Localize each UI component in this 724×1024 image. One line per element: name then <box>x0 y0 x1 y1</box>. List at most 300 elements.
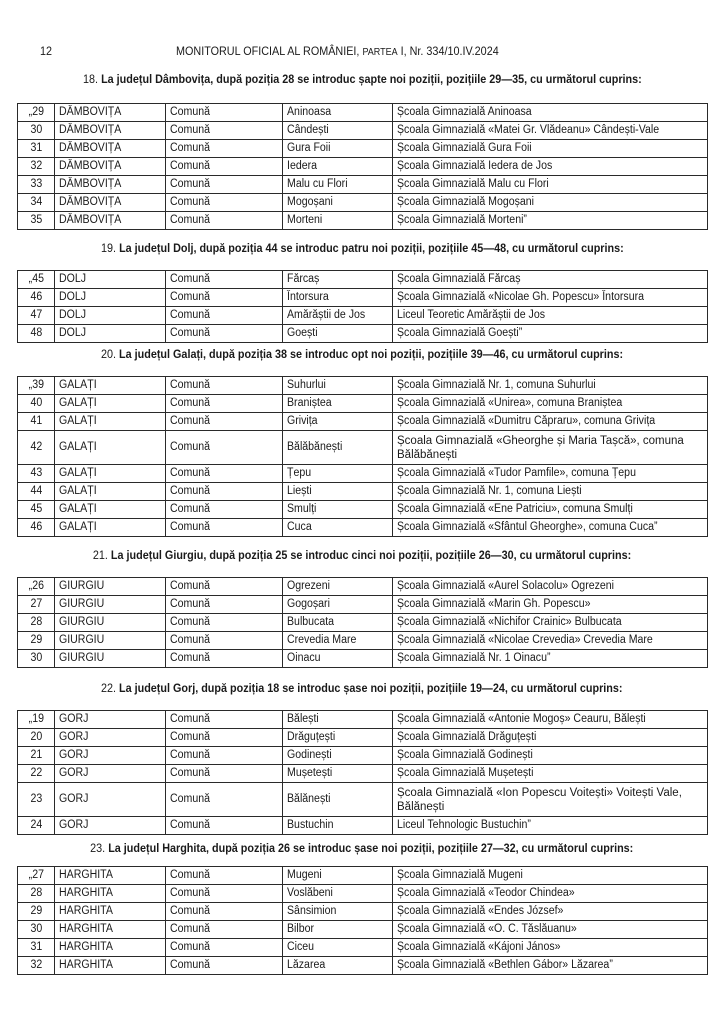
cell-text: Bulbucata <box>287 616 335 628</box>
school-name-cell <box>393 632 708 650</box>
cell-text: Școala Gimnazială «Nicolae Crevedia» Crevedia Mare <box>397 634 653 646</box>
position-number-cell <box>18 711 55 729</box>
cell-text: Comună <box>170 503 210 515</box>
locality-cell <box>283 614 393 632</box>
county-cell <box>55 413 166 431</box>
school-name-cell <box>393 465 708 483</box>
section-heading <box>0 548 724 562</box>
section-heading-text: La județul Dâmbovița, după poziția 28 se introduc șapte noi poziții, pozițiile 29—35, cu următorul cuprins: <box>100 72 642 86</box>
locality-cell <box>283 289 393 307</box>
position-number-cell <box>18 783 55 817</box>
county-cell <box>55 765 166 783</box>
position-number-cell <box>18 307 55 325</box>
position-number-cell <box>18 413 55 431</box>
cell-text: Țepu <box>287 467 312 479</box>
cell-text: 31 <box>30 142 42 154</box>
county-cell <box>55 957 166 975</box>
cell-text: 31 <box>30 941 42 953</box>
county-cell <box>55 519 166 537</box>
cell-text: Comună <box>170 327 210 339</box>
cell-text: Comună <box>170 793 210 805</box>
section-number: 23. <box>90 841 106 855</box>
position-number-cell <box>18 122 55 140</box>
cell-text: DÂMBOVIȚA <box>59 106 122 118</box>
cell-text: Drăguțești <box>287 731 336 743</box>
positions-table <box>17 577 708 668</box>
locality-cell <box>283 501 393 519</box>
school-name-cell <box>393 783 708 817</box>
unit-type-cell <box>166 614 283 632</box>
cell-text: 28 <box>30 616 42 628</box>
position-number-cell <box>18 431 55 465</box>
county-cell <box>55 483 166 501</box>
cell-text: Comună <box>170 521 210 533</box>
unit-type-cell <box>166 194 283 212</box>
cell-text: Comună <box>170 178 210 190</box>
section-heading-text: La județul Gorj, după poziția 18 se introduc șase noi poziții, pozițiile 19—24, cu următorul cuprins: <box>119 681 623 695</box>
county-cell <box>55 431 166 465</box>
positions-table <box>17 270 708 343</box>
school-name-cell <box>393 729 708 747</box>
cell-text: GALAȚI <box>59 467 97 479</box>
table-row <box>18 650 708 668</box>
school-name-cell <box>393 939 708 957</box>
cell-text: Smulți <box>287 503 317 515</box>
locality-cell <box>283 140 393 158</box>
locality-cell <box>283 596 393 614</box>
unit-type-cell <box>166 395 283 413</box>
table-row <box>18 957 708 975</box>
locality-cell <box>283 158 393 176</box>
cell-text: Școala Gimnazială Gura Foii <box>397 142 532 154</box>
cell-text: Fărcaș <box>287 273 320 285</box>
cell-text: Școala Gimnazială «Endes József» <box>397 905 564 917</box>
cell-text: Comună <box>170 887 210 899</box>
unit-type-cell <box>166 817 283 835</box>
table-row <box>18 817 708 835</box>
cell-text: GALAȚI <box>59 485 97 497</box>
table-row <box>18 307 708 325</box>
cell-text: 47 <box>30 309 42 321</box>
county-cell <box>55 465 166 483</box>
position-number-cell <box>18 140 55 158</box>
cell-text: Braniștea <box>287 397 332 409</box>
cell-text: Comună <box>170 767 210 779</box>
school-name-cell <box>393 578 708 596</box>
cell-text: 28 <box>30 887 42 899</box>
school-name-cell <box>393 921 708 939</box>
section-heading <box>0 241 724 255</box>
cell-text: Școala Gimnazială Morteni” <box>397 214 527 226</box>
position-number-cell <box>18 957 55 975</box>
cell-text: DÂMBOVIȚA <box>59 178 122 190</box>
cell-text: Cuca <box>287 521 312 533</box>
table-row <box>18 140 708 158</box>
locality-cell <box>283 632 393 650</box>
cell-text: Mușetești <box>287 767 333 779</box>
section-heading-text: La județul Giurgiu, după poziția 25 se introduc cinci noi poziții, pozițiile 26—30, cu următorul cuprins: <box>110 548 632 562</box>
section-heading <box>0 347 724 361</box>
cell-text: 41 <box>30 415 42 427</box>
county-cell <box>55 325 166 343</box>
table-row <box>18 596 708 614</box>
table-row <box>18 903 708 921</box>
table-row <box>18 271 708 289</box>
county-cell <box>55 614 166 632</box>
cell-text: Comună <box>170 652 210 664</box>
title-main: MONITORUL OFICIAL AL ROMÂNIEI, <box>176 44 363 58</box>
cell-text: 33 <box>30 178 42 190</box>
position-number-cell <box>18 650 55 668</box>
unit-type-cell <box>166 212 283 230</box>
county-cell <box>55 377 166 395</box>
unit-type-cell <box>166 377 283 395</box>
cell-text: 21 <box>30 749 42 761</box>
unit-type-cell <box>166 431 283 465</box>
unit-type-cell <box>166 921 283 939</box>
cell-text: HARGHITA <box>59 905 113 917</box>
position-number-cell <box>18 817 55 835</box>
locality-cell <box>283 465 393 483</box>
unit-type-cell <box>166 140 283 158</box>
school-name-cell <box>393 867 708 885</box>
cell-text: Gura Foii <box>287 142 331 154</box>
cell-text: Suhurlui <box>287 379 326 391</box>
cell-text: GALAȚI <box>59 415 97 427</box>
cell-text: Voslăbeni <box>287 887 333 899</box>
cell-text: Comună <box>170 869 210 881</box>
section-heading-text: La județul Dolj, după poziția 44 se introduc patru noi poziții, pozițiile 45—48, cu următorul cuprins: <box>118 241 624 255</box>
table-row <box>18 614 708 632</box>
county-cell <box>55 867 166 885</box>
positions-table <box>17 103 708 230</box>
cell-text: 40 <box>30 397 42 409</box>
cell-text: Comună <box>170 713 210 725</box>
unit-type-cell <box>166 483 283 501</box>
cell-text: Comună <box>170 124 210 136</box>
cell-text: Bălești <box>287 713 319 725</box>
unit-type-cell <box>166 711 283 729</box>
locality-cell <box>283 650 393 668</box>
cell-text: DÂMBOVIȚA <box>59 214 122 226</box>
cell-text: HARGHITA <box>59 923 113 935</box>
cell-text: Comună <box>170 616 210 628</box>
locality-cell <box>283 519 393 537</box>
cell-text: „19 <box>28 713 44 725</box>
locality-cell <box>283 903 393 921</box>
locality-cell <box>283 325 393 343</box>
locality-cell <box>283 176 393 194</box>
cell-text: Școala Gimnazială Nr. 1, comuna Suhurlui <box>397 379 596 391</box>
cell-text: 30 <box>30 124 42 136</box>
cell-text: Școala Gimnazială Iedera de Jos <box>397 160 553 172</box>
county-cell <box>55 885 166 903</box>
school-name-cell <box>393 289 708 307</box>
cell-text: Liești <box>287 485 312 497</box>
page-header <box>0 44 724 62</box>
positions-table <box>17 866 708 975</box>
cell-text: „45 <box>28 273 44 285</box>
position-number-cell <box>18 176 55 194</box>
unit-type-cell <box>166 289 283 307</box>
cell-text: 43 <box>30 467 42 479</box>
county-cell <box>55 729 166 747</box>
cell-text: Comună <box>170 415 210 427</box>
unit-type-cell <box>166 104 283 122</box>
position-number-cell <box>18 483 55 501</box>
cell-text: Comună <box>170 214 210 226</box>
position-number-cell <box>18 104 55 122</box>
cell-text: Școala Gimnazială «Nichifor Crainic» Bulbucata <box>397 616 622 628</box>
county-cell <box>55 212 166 230</box>
school-name-cell <box>393 957 708 975</box>
locality-cell <box>283 885 393 903</box>
cell-text: „39 <box>28 379 44 391</box>
school-name-cell <box>393 122 708 140</box>
school-name-cell <box>393 903 708 921</box>
position-number-cell <box>18 596 55 614</box>
unit-type-cell <box>166 596 283 614</box>
table-row <box>18 104 708 122</box>
unit-type-cell <box>166 307 283 325</box>
cell-text: Gogoșari <box>287 598 330 610</box>
table-row <box>18 325 708 343</box>
cell-text: Sânsimion <box>287 905 337 917</box>
cell-text: Comună <box>170 905 210 917</box>
county-cell <box>55 747 166 765</box>
locality-cell <box>283 765 393 783</box>
school-name-cell <box>393 271 708 289</box>
table-row <box>18 783 708 817</box>
cell-text: 29 <box>30 634 42 646</box>
cell-text: 20 <box>30 731 42 743</box>
school-name-cell <box>393 194 708 212</box>
table-row <box>18 158 708 176</box>
unit-type-cell <box>166 783 283 817</box>
locality-cell <box>283 867 393 885</box>
cell-text: DOLJ <box>59 309 87 321</box>
locality-cell <box>283 483 393 501</box>
cell-text: 34 <box>30 196 42 208</box>
county-cell <box>55 596 166 614</box>
unit-type-cell <box>166 122 283 140</box>
title-rest: I, Nr. 334/10.IV.2024 <box>397 44 499 58</box>
cell-text: GORJ <box>59 819 89 831</box>
unit-type-cell <box>166 632 283 650</box>
cell-text: Godinești <box>287 749 332 761</box>
cell-text: Comună <box>170 467 210 479</box>
cell-text: Comună <box>170 291 210 303</box>
county-cell <box>55 104 166 122</box>
locality-cell <box>283 307 393 325</box>
school-name-cell <box>393 817 708 835</box>
table-row <box>18 122 708 140</box>
cell-text: GALAȚI <box>59 503 97 515</box>
cell-text: Școala Gimnazială Drăguțești <box>397 731 537 743</box>
cell-text: Școala Gimnazială Mușetești <box>397 767 534 779</box>
school-name-cell <box>393 176 708 194</box>
cell-text: DÂMBOVIȚA <box>59 142 122 154</box>
locality-cell <box>283 377 393 395</box>
school-name-cell <box>393 596 708 614</box>
section-heading-text: La județul Galați, după poziția 38 se introduc opt noi poziții, pozițiile 39—46, cu următorul cuprins: <box>118 347 624 361</box>
locality-cell <box>283 122 393 140</box>
school-name-cell <box>393 483 708 501</box>
section-heading <box>0 72 724 86</box>
position-number-cell <box>18 395 55 413</box>
cell-text: GALAȚI <box>59 441 97 453</box>
position-number-cell <box>18 921 55 939</box>
cell-text: Comună <box>170 731 210 743</box>
cell-text: Școala Gimnazială Mogoșani <box>397 196 535 208</box>
cell-text: GIURGIU <box>59 652 105 664</box>
position-number-cell <box>18 271 55 289</box>
position-number-cell <box>18 289 55 307</box>
school-name-cell <box>393 395 708 413</box>
unit-type-cell <box>166 158 283 176</box>
cell-text: 45 <box>30 503 42 515</box>
cell-text: Amărăștii de Jos <box>287 309 366 321</box>
school-name-cell <box>393 501 708 519</box>
position-number-cell <box>18 939 55 957</box>
position-number-cell <box>18 158 55 176</box>
cell-text: Școala Gimnazială Mugeni <box>397 869 523 881</box>
county-cell <box>55 395 166 413</box>
cell-text: Oinacu <box>287 652 321 664</box>
section-number: 21. <box>92 548 108 562</box>
cell-text: Școala Gimnazială Nr. 1 Oinacu” <box>397 652 551 664</box>
cell-text: 42 <box>30 441 42 453</box>
cell-text: HARGHITA <box>59 941 113 953</box>
unit-type-cell <box>166 939 283 957</box>
table-row <box>18 632 708 650</box>
cell-text: GORJ <box>59 731 89 743</box>
cell-text: Școala Gimnazială «Aurel Solacolu» Ogrezeni <box>397 580 615 592</box>
section-number: 20. <box>100 347 116 361</box>
cell-text: Școala Gimnazială «Teodor Chindea» <box>397 887 575 899</box>
cell-text: Malu cu Flori <box>287 178 348 190</box>
position-number-cell <box>18 765 55 783</box>
school-name-cell <box>393 212 708 230</box>
cell-text: Școala Gimnazială Nr. 1, comuna Liești <box>397 485 582 497</box>
cell-text: Mugeni <box>287 869 322 881</box>
cell-text: 32 <box>30 959 42 971</box>
unit-type-cell <box>166 519 283 537</box>
locality-cell <box>283 431 393 465</box>
position-number-cell <box>18 867 55 885</box>
positions-table <box>17 376 708 537</box>
table-row <box>18 519 708 537</box>
table-row <box>18 465 708 483</box>
table-row <box>18 578 708 596</box>
county-cell <box>55 194 166 212</box>
unit-type-cell <box>166 413 283 431</box>
county-cell <box>55 578 166 596</box>
locality-cell <box>283 921 393 939</box>
cell-text: Școala Gimnazială «Ene Patriciu», comuna Smulți <box>397 503 633 515</box>
locality-cell <box>283 413 393 431</box>
cell-text: Școala Gimnazială «Bethlen Gábor» Lăzarea” <box>397 959 613 971</box>
cell-text: DOLJ <box>59 327 87 339</box>
cell-text: 46 <box>30 521 42 533</box>
cell-text: Ogrezeni <box>287 580 330 592</box>
school-name-cell <box>393 413 708 431</box>
cell-text: Lăzarea <box>287 959 326 971</box>
county-cell <box>55 501 166 519</box>
cell-text: 30 <box>30 652 42 664</box>
cell-text: Comună <box>170 819 210 831</box>
cell-text: GALAȚI <box>59 397 97 409</box>
publication-title <box>176 44 499 58</box>
cell-text: GIURGIU <box>59 634 105 646</box>
cell-text: Școala Gimnazială Fărcaș <box>397 273 521 285</box>
cell-text: Comună <box>170 485 210 497</box>
unit-type-cell <box>166 271 283 289</box>
unit-type-cell <box>166 465 283 483</box>
table-row <box>18 483 708 501</box>
position-number-cell <box>18 747 55 765</box>
school-name-cell <box>393 158 708 176</box>
section-heading-text: La județul Harghita, după poziția 26 se introduc șase noi poziții, pozițiile 27—32, cu următorul cuprins: <box>108 841 634 855</box>
cell-text: 29 <box>30 905 42 917</box>
cell-text: Crevedia Mare <box>287 634 357 646</box>
county-cell <box>55 903 166 921</box>
school-name-cell <box>393 765 708 783</box>
locality-cell <box>283 395 393 413</box>
table-row <box>18 729 708 747</box>
table-row <box>18 921 708 939</box>
cell-text: GIURGIU <box>59 616 105 628</box>
school-name-cell <box>393 325 708 343</box>
school-name-cell <box>393 104 708 122</box>
table-row <box>18 765 708 783</box>
cell-text: Școala Gimnazială «Matei Gr. Vlădeanu» Cândești-Vale <box>397 124 660 136</box>
cell-text: Goești <box>287 327 318 339</box>
cell-text: Școala Gimnazială Godinești <box>397 749 533 761</box>
locality-cell <box>283 783 393 817</box>
position-number-cell <box>18 501 55 519</box>
school-name-cell <box>393 614 708 632</box>
cell-text: Bălănești <box>287 793 331 805</box>
cell-text: GORJ <box>59 793 89 805</box>
cell-text: Comună <box>170 923 210 935</box>
cell-text: Comună <box>170 749 210 761</box>
table-row <box>18 395 708 413</box>
cell-text: „29 <box>28 106 44 118</box>
school-name-cell <box>393 650 708 668</box>
position-number-cell <box>18 377 55 395</box>
unit-type-cell <box>166 957 283 975</box>
county-cell <box>55 650 166 668</box>
school-name-cell <box>393 519 708 537</box>
locality-cell <box>283 939 393 957</box>
cell-text: Comună <box>170 441 210 453</box>
table-row <box>18 377 708 395</box>
cell-text: Comună <box>170 580 210 592</box>
school-name-cell <box>393 140 708 158</box>
school-name-cell <box>393 747 708 765</box>
unit-type-cell <box>166 867 283 885</box>
cell-text: Liceul Teoretic Amărăștii de Jos <box>397 309 546 321</box>
table-row <box>18 501 708 519</box>
unit-type-cell <box>166 747 283 765</box>
cell-text: Comună <box>170 106 210 118</box>
position-number-cell <box>18 325 55 343</box>
cell-text: Bălăbănești <box>287 441 343 453</box>
cell-text: Școala Gimnazială «Sfântul Gheorghe», comuna Cuca” <box>397 521 658 533</box>
county-cell <box>55 176 166 194</box>
table-row <box>18 194 708 212</box>
